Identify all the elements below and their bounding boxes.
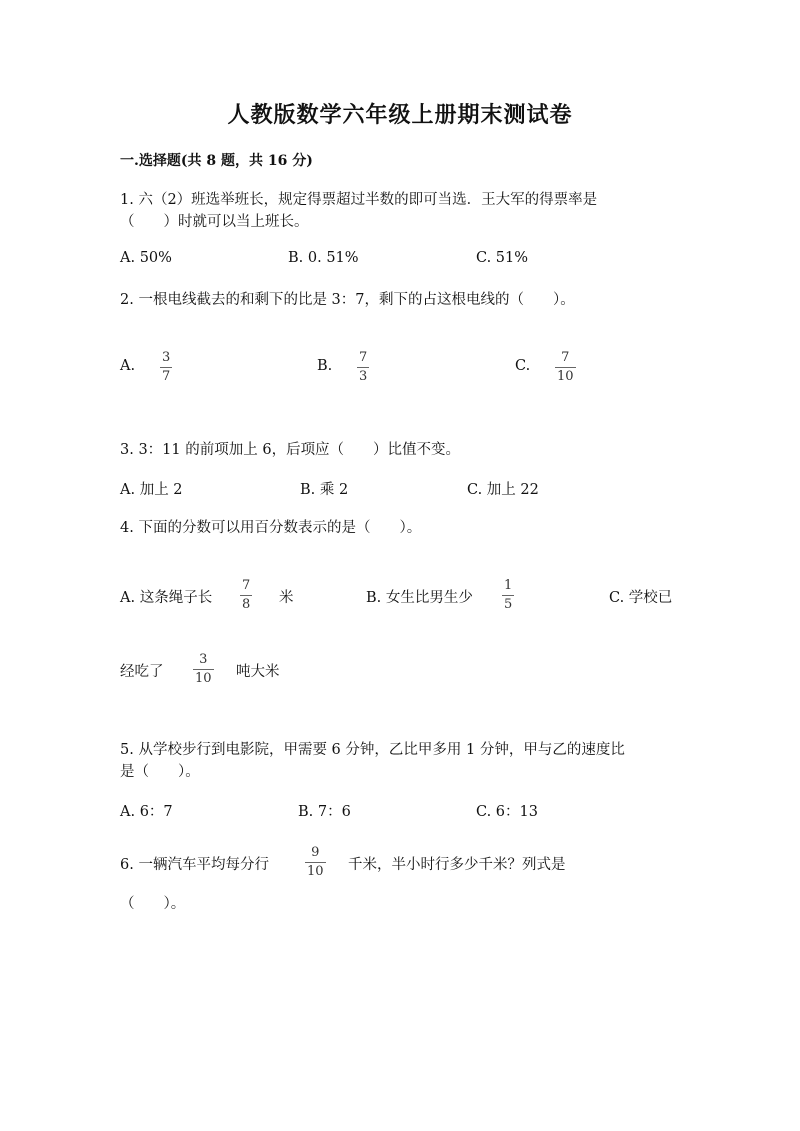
question-4-option-b: B. 女生比男生少 xyxy=(366,590,473,606)
question-6-line-1-continued: 千米，半小时行多少千米？列式是 xyxy=(348,857,566,873)
question-2-option-a: A. xyxy=(120,358,136,374)
question-1-line-1: 1. 六（2）班选举班长，规定得票超过半数的即可当选．王大军的得票率是 xyxy=(120,192,598,208)
fraction-3-7: 3 7 xyxy=(162,350,171,384)
question-4-line-1: 4. 下面的分数可以用百分数表示的是（ ）。 xyxy=(120,520,422,536)
question-5-line-2: 是（ ）。 xyxy=(120,764,200,780)
fraction-9-10: 9 10 xyxy=(307,845,324,879)
question-3-option-c: C. 加上 22 xyxy=(467,482,539,498)
exam-title: 人教版数学六年级上册期末测试卷 xyxy=(227,102,573,128)
section-heading: 一.选择题(共 8 题，共 16 分) xyxy=(120,153,313,169)
question-1-line-2: （ ）时就可以当上班长。 xyxy=(120,214,309,230)
question-3-line-1: 3. 3：11 的前项加上 6，后项应（ ）比值不变。 xyxy=(120,442,461,458)
fraction-1-5: 1 5 xyxy=(504,578,513,612)
question-6-line-1: 6. 一辆汽车平均每分行 xyxy=(120,857,269,873)
question-3-option-a: A. 加上 2 xyxy=(120,482,183,498)
question-1-option-a: A. 50% xyxy=(120,250,172,266)
question-3-option-b: B. 乘 2 xyxy=(300,482,349,498)
question-6-line-2: （ ）。 xyxy=(120,896,186,912)
question-5-line-1: 5. 从学校步行到电影院，甲需要 6 分钟，乙比甲多用 1 分钟，甲与乙的速度比 xyxy=(120,742,625,758)
fraction-3-10: 3 10 xyxy=(195,652,212,686)
fraction-7-3: 7 3 xyxy=(359,350,368,384)
question-2-line-1: 2. 一根电线截去的和剩下的比是 3：7，剩下的占这根电线的（ ）。 xyxy=(120,292,575,308)
fraction-7-8: 7 8 xyxy=(242,578,251,612)
question-4-option-c: C. 学校已 xyxy=(609,590,673,606)
question-4-option-c-unit: 吨大米 xyxy=(236,664,280,680)
question-4-option-c-continued: 经吃了 xyxy=(120,664,164,680)
question-4-option-a-unit: 米 xyxy=(279,590,294,606)
fraction-7-10: 7 10 xyxy=(557,350,574,384)
question-2-option-b: B. xyxy=(317,358,333,374)
question-5-option-c: C. 6：13 xyxy=(476,804,538,820)
question-4-option-a: A. 这条绳子长 xyxy=(120,590,213,606)
question-5-option-b: B. 7：6 xyxy=(298,804,351,820)
question-1-option-c: C. 51% xyxy=(476,250,529,266)
question-2-option-c: C. xyxy=(515,358,531,374)
question-1-option-b: B. 0. 51% xyxy=(288,250,359,266)
question-5-option-a: A. 6：7 xyxy=(120,804,173,820)
